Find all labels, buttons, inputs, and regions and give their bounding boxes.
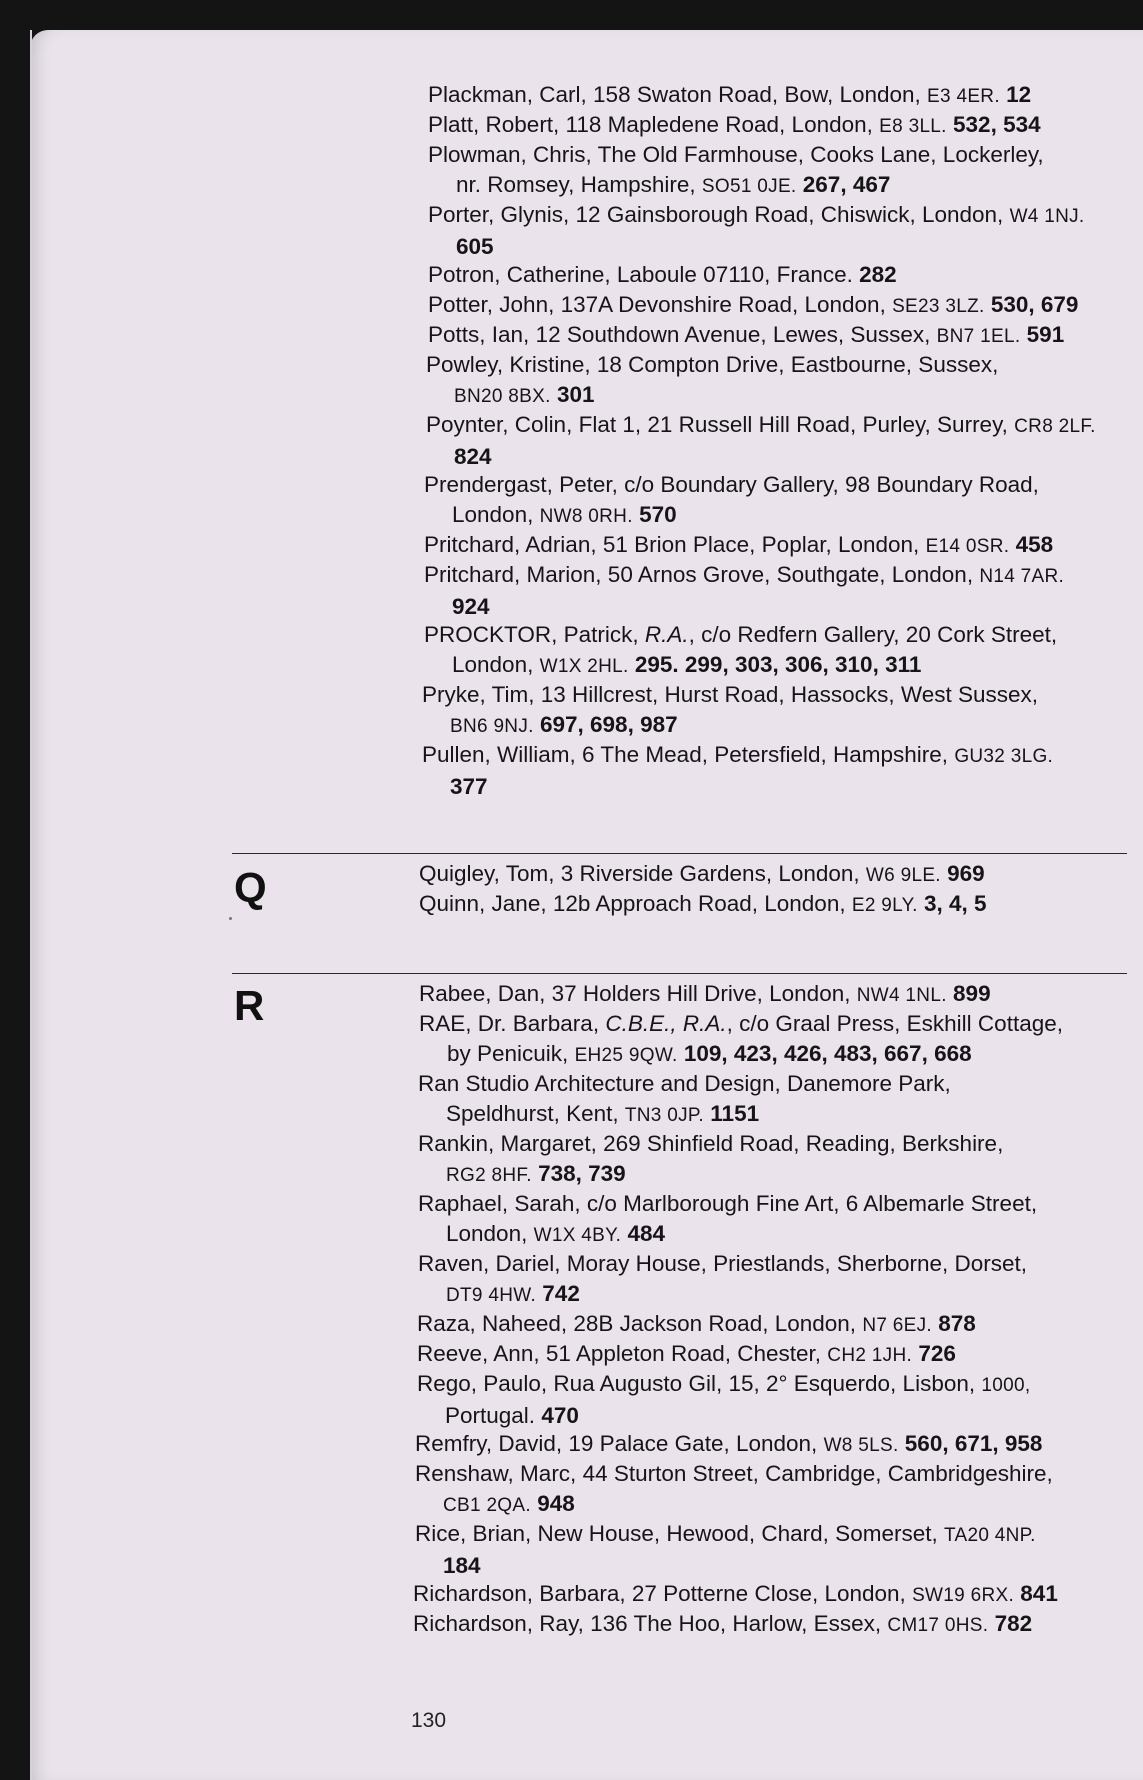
index-entry: RAE, Dr. Barbara, C.B.E., R.A., c/o Graal Press, Eskhill Cottage, by Penicuik, EH25 9QW. 109, 423, 426, 483, 667, 668 xyxy=(419,1011,1063,1066)
index-entry: Raza, Naheed, 28B Jackson Road, London, N7 6EJ. 878 xyxy=(417,1311,976,1336)
index-entry: PROCKTOR, Patrick, R.A., c/o Redfern Gallery, 20 Cork Street, London, W1X 2HL. 295. 299, 303, 306, 310, 311 xyxy=(424,622,1058,677)
index-entry: Richardson, Ray, 136 The Hoo, Harlow, Essex, CM17 0HS. 782 xyxy=(413,1611,1033,1636)
page-number: 130 xyxy=(411,1709,447,1732)
index-entry: Reeve, Ann, 51 Appleton Road, Chester, CH2 1JH. 726 xyxy=(417,1341,956,1366)
index-entry: Rego, Paulo, Rua Augusto Gil, 15, 2° Esquerdo, Lisbon, 1000, Portugal. 470 xyxy=(417,1371,1031,1428)
section-letter-q: Q xyxy=(234,864,267,911)
index-entry: Rice, Brian, New House, Hewood, Chard, Somerset, TA20 4NP. 184 xyxy=(415,1521,1036,1578)
index-entry: Renshaw, Marc, 44 Sturton Street, Cambridge, Cambridgeshire, CB1 2QA. 948 xyxy=(415,1461,1053,1516)
index-entry: Plowman, Chris, The Old Farmhouse, Cooks Lane, Lockerley, nr. Romsey, Hampshire, SO51 0JE. 267, 467 xyxy=(428,142,1044,197)
paper-speck xyxy=(229,917,232,920)
index-entry: Remfry, David, 19 Palace Gate, London, W8 5LS. 560, 671, 958 xyxy=(415,1431,1043,1456)
index-entry: Rankin, Margaret, 269 Shinfield Road, Reading, Berkshire, RG2 8HF. 738, 739 xyxy=(418,1131,1004,1186)
index-entry: Ran Studio Architecture and Design, Danemore Park, Speldhurst, Kent, TN3 0JP. 1151 xyxy=(418,1071,951,1126)
index-entry: Quigley, Tom, 3 Riverside Gardens, London, W6 9LE. 969 xyxy=(419,861,985,886)
index-entry: Raphael, Sarah, c/o Marlborough Fine Art, 6 Albemarle Street, London, W1X 4BY. 484 xyxy=(418,1191,1038,1246)
section-letter-r: R xyxy=(234,982,265,1029)
section-divider xyxy=(232,973,1127,974)
index-entry: Plackman, Carl, 158 Swaton Road, Bow, London, E3 4ER. 12 xyxy=(428,82,1032,107)
index-entry: Pritchard, Adrian, 51 Brion Place, Poplar, London, E14 0SR. 458 xyxy=(424,532,1054,557)
section-divider xyxy=(232,853,1127,854)
index-entry: Prendergast, Peter, c/o Boundary Gallery, 98 Boundary Road, London, NW8 0RH. 570 xyxy=(424,472,1039,527)
index-entry: Pritchard, Marion, 50 Arnos Grove, Southgate, London, N14 7AR. 924 xyxy=(424,562,1065,619)
index-entry: Potts, Ian, 12 Southdown Avenue, Lewes, Sussex, BN7 1EL. 591 xyxy=(428,322,1065,347)
index-entry: Powley, Kristine, 18 Compton Drive, Eastbourne, Sussex, BN20 8BX. 301 xyxy=(426,352,999,407)
index-entry: Quinn, Jane, 12b Approach Road, London, E2 9LY. 3, 4, 5 xyxy=(419,891,987,916)
index-entry: Raven, Dariel, Moray House, Priestlands, Sherborne, Dorset, DT9 4HW. 742 xyxy=(418,1251,1028,1306)
index-entry: Porter, Glynis, 12 Gainsborough Road, Chiswick, London, W4 1NJ. 605 xyxy=(428,202,1085,259)
index-entry: Pryke, Tim, 13 Hillcrest, Hurst Road, Hassocks, West Sussex, BN6 9NJ. 697, 698, 987 xyxy=(422,682,1039,737)
index-entry: Richardson, Barbara, 27 Potterne Close, London, SW19 6RX. 841 xyxy=(413,1581,1058,1606)
index-entry: Pullen, William, 6 The Mead, Petersfield, Hampshire, GU32 3LG. 377 xyxy=(422,742,1054,799)
index-entry: Rabee, Dan, 37 Holders Hill Drive, London, NW4 1NL. 899 xyxy=(419,981,991,1006)
index-entry: Potron, Catherine, Laboule 07110, France. 282 xyxy=(428,262,897,287)
index-entry: Platt, Robert, 118 Mapledene Road, London, E8 3LL. 532, 534 xyxy=(428,112,1041,137)
index-entry: Potter, John, 137A Devonshire Road, London, SE23 3LZ. 530, 679 xyxy=(428,292,1079,317)
index-entry: Poynter, Colin, Flat 1, 21 Russell Hill Road, Purley, Surrey, CR8 2LF. 824 xyxy=(426,412,1096,469)
